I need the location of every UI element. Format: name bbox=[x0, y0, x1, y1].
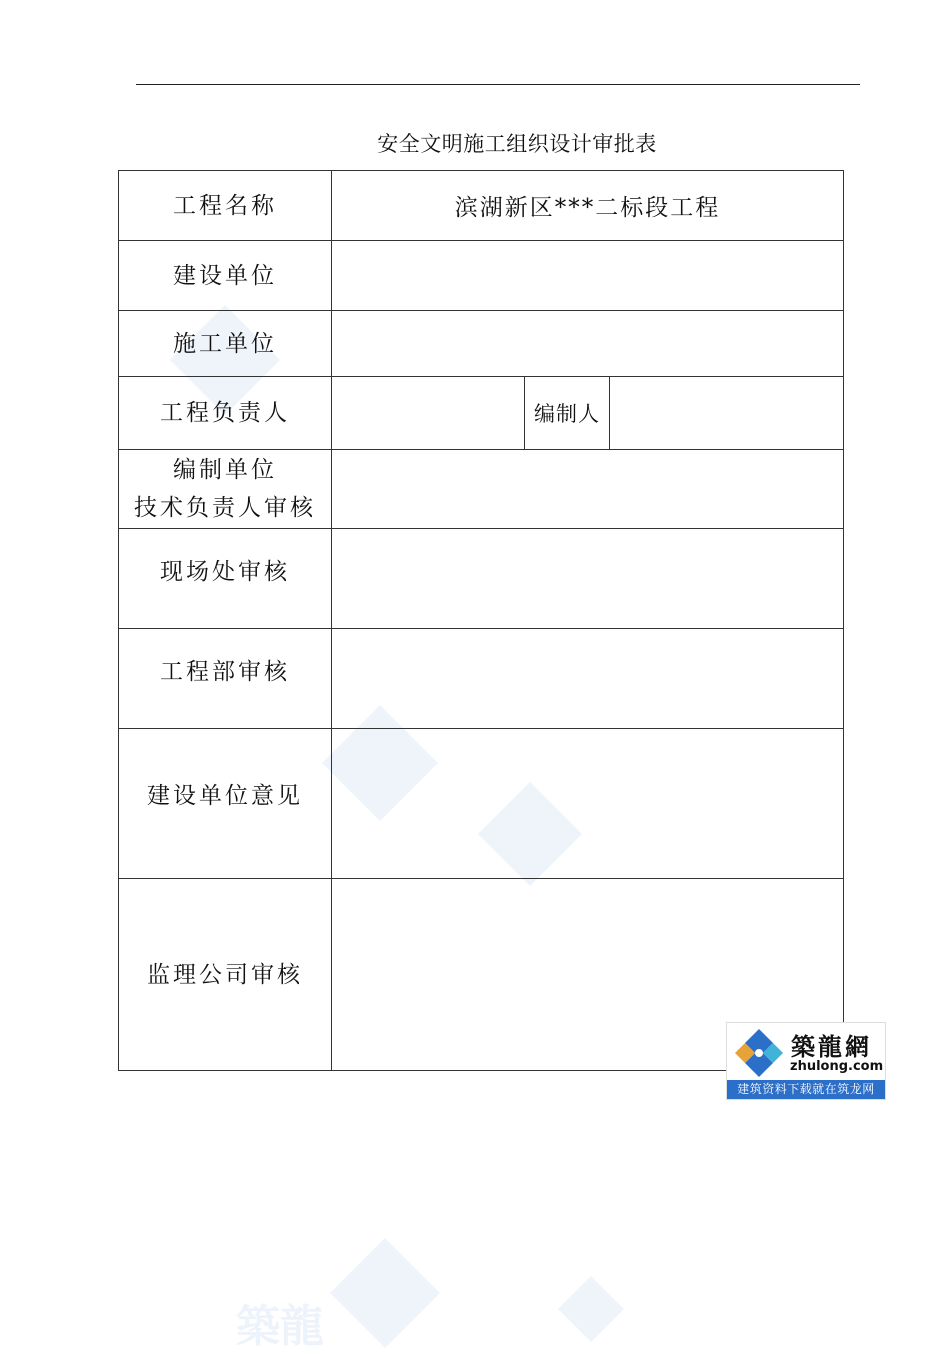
tech-review-label bbox=[119, 450, 332, 529]
owner-opinion-value[interactable] bbox=[332, 729, 844, 879]
compiler-label: 编制人 bbox=[525, 377, 610, 450]
table-row bbox=[119, 241, 844, 311]
zhulong-logo-badge bbox=[726, 1022, 886, 1100]
contractor-label: 施工单位 bbox=[119, 311, 332, 377]
owner-opinion-label: 建设单位意见 bbox=[119, 729, 332, 879]
table-row bbox=[119, 450, 844, 529]
watermark-snowflake-icon bbox=[330, 1238, 440, 1348]
supervision-review-label: 监理公司审核 bbox=[119, 879, 332, 1071]
table-row bbox=[119, 311, 844, 377]
footer-watermark-text: 築龍 bbox=[236, 1301, 324, 1352]
engineering-dept-review-label: 工程部审核 bbox=[119, 629, 332, 729]
project-leader-value[interactable] bbox=[332, 377, 525, 450]
site-office-review-label: 现场处审核 bbox=[119, 529, 332, 629]
project-leader-label: 工程负责人 bbox=[119, 377, 332, 450]
table-row bbox=[119, 629, 844, 729]
engineering-dept-review-value[interactable] bbox=[332, 629, 844, 729]
table-row bbox=[119, 171, 844, 241]
construction-owner-label: 建设单位 bbox=[119, 241, 332, 311]
table-row bbox=[119, 529, 844, 629]
watermark-snowflake-icon bbox=[558, 1276, 624, 1342]
document-title: 安全文明施工组织设计审批表 bbox=[377, 132, 657, 156]
site-office-review-value[interactable] bbox=[332, 529, 844, 629]
zhulong-logo-domain: zhulong.com bbox=[790, 1059, 884, 1074]
header-rule bbox=[136, 84, 860, 85]
table-row bbox=[119, 729, 844, 879]
zhulong-logo-icon bbox=[731, 1027, 787, 1079]
tech-review-value[interactable] bbox=[332, 450, 844, 529]
compiler-value[interactable] bbox=[610, 377, 844, 450]
tech-review-label-line1: 编制单位 bbox=[173, 457, 277, 483]
construction-owner-value[interactable] bbox=[332, 241, 844, 311]
project-name-label: 工程名称 bbox=[119, 171, 332, 241]
contractor-value[interactable] bbox=[332, 311, 844, 377]
project-name-value[interactable]: 滨湖新区***二标段工程 bbox=[332, 171, 844, 241]
approval-form-table bbox=[118, 170, 844, 1071]
zhulong-logo-slogan: 建筑资料下载就在筑龙网 bbox=[727, 1080, 885, 1099]
table-row bbox=[119, 377, 844, 450]
tech-review-label-line2: 技术负责人审核 bbox=[134, 495, 316, 521]
zhulong-logo-name: 築龍網 bbox=[791, 1032, 872, 1061]
